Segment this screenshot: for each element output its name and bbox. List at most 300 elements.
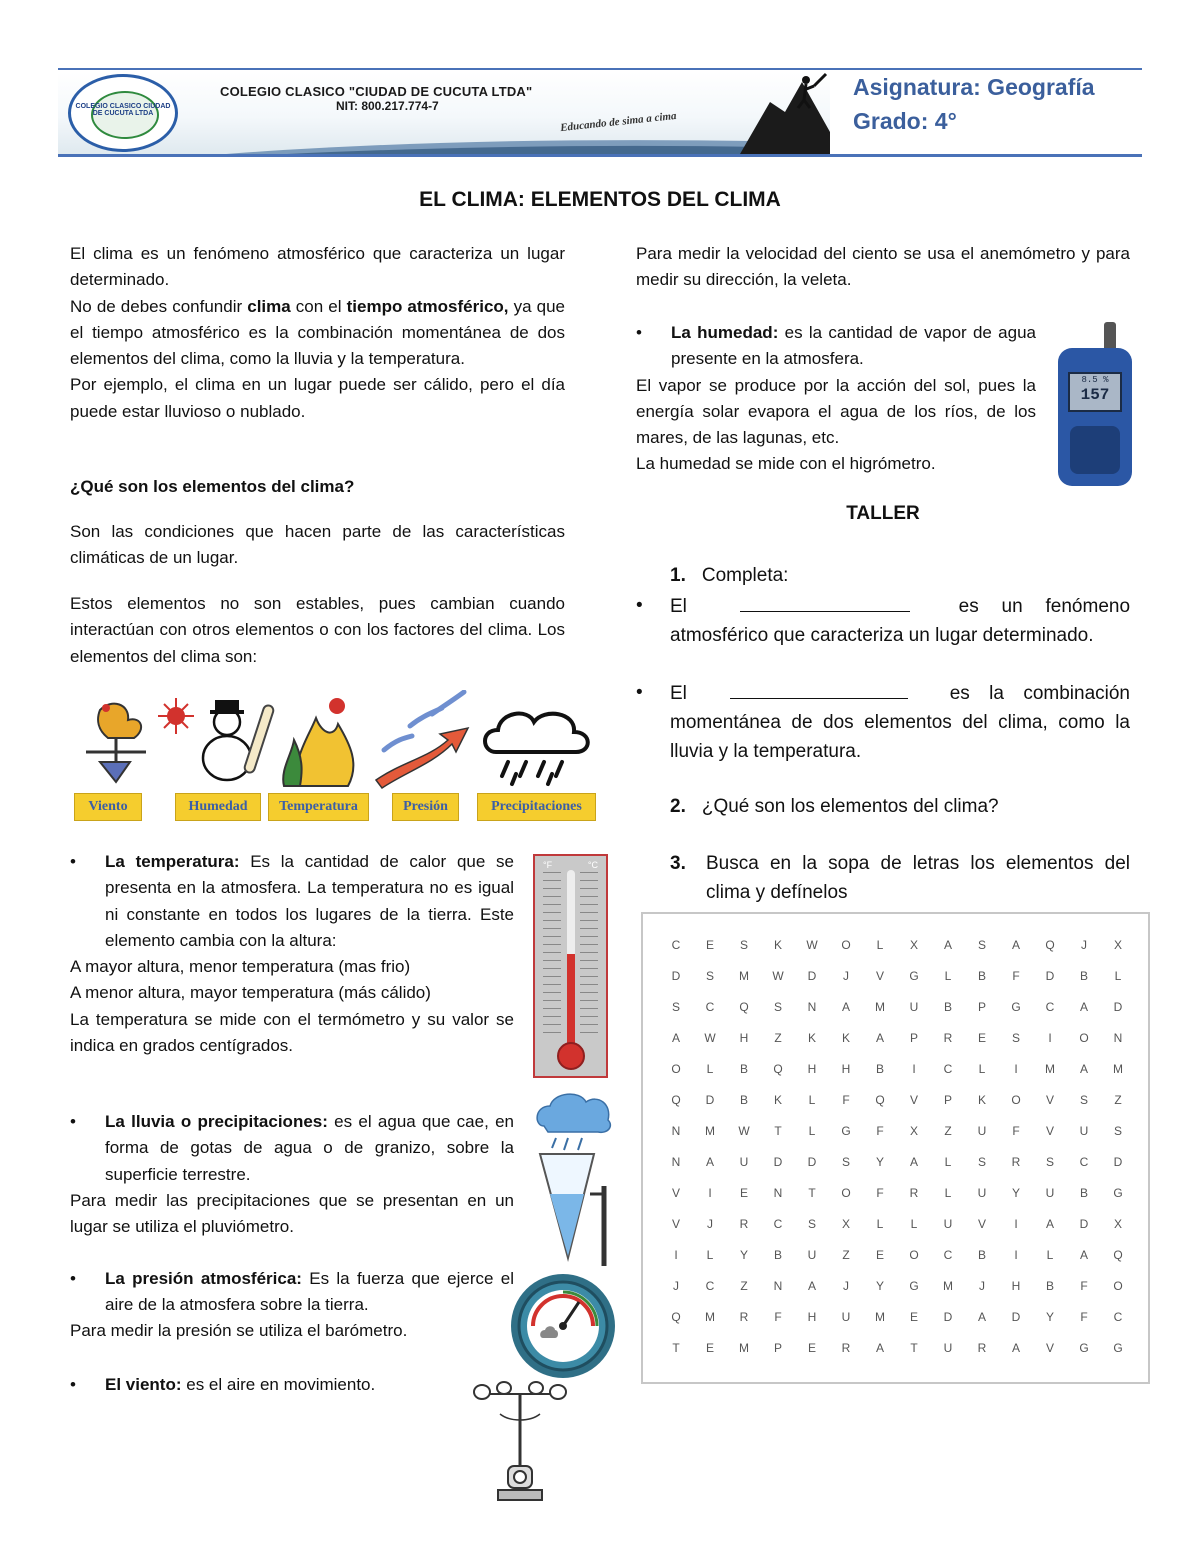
fill-in-1 <box>636 591 1130 650</box>
word-search-row <box>659 1062 1139 1082</box>
temperature-title: La temperatura: <box>105 852 240 871</box>
sun-and-snowman-icon <box>158 698 275 780</box>
word-search-row <box>659 1031 1139 1051</box>
thermometer-scale-f: °F <box>543 860 553 870</box>
word-search-letter[interactable]: O <box>1079 1031 1089 1045</box>
term-clima: clima <box>247 296 291 316</box>
element-label-humedad: Humedad <box>175 793 261 821</box>
word-search-letter[interactable]: Y <box>739 1248 748 1262</box>
question-3-text: Busca en la sopa de letras los elementos del clima y defínelos <box>706 853 1130 903</box>
word-search-grid <box>641 912 1150 1384</box>
word-search-letter[interactable]: R <box>909 1186 919 1200</box>
word-search-letter[interactable]: S <box>773 1000 782 1014</box>
word-search-letter[interactable]: L <box>944 1155 952 1169</box>
word-search-letter[interactable]: M <box>1045 1062 1055 1076</box>
word-search-letter[interactable]: C <box>1079 1155 1089 1169</box>
word-search-letter[interactable]: U <box>1079 1124 1089 1138</box>
school-seal-logo <box>68 74 178 152</box>
word-search-letter[interactable]: M <box>875 1310 885 1324</box>
subject-label: Asignatura: Geografía <box>853 74 1095 100</box>
question-3 <box>670 849 1130 907</box>
word-search-letter[interactable]: G <box>1113 1186 1123 1200</box>
word-search-letter[interactable]: Q <box>1045 938 1055 952</box>
word-search-letter[interactable]: N <box>773 1279 783 1293</box>
word-search-letter[interactable]: O <box>671 1062 681 1076</box>
word-search-letter[interactable]: J <box>843 969 849 983</box>
word-search-letter[interactable]: M <box>943 1279 953 1293</box>
word-search-letter[interactable]: J <box>707 1217 713 1231</box>
hygrometer-buttons <box>1070 426 1120 474</box>
question-1 <box>670 561 788 590</box>
word-search-letter[interactable]: S <box>977 1155 986 1169</box>
element-label-presion: Presión <box>392 793 459 821</box>
word-search-letter[interactable]: H <box>841 1062 851 1076</box>
word-search-letter[interactable]: F <box>774 1310 782 1324</box>
word-search-letter[interactable]: I <box>1014 1217 1018 1231</box>
word-search-letter[interactable]: X <box>1113 938 1122 952</box>
word-search-letter[interactable]: E <box>807 1341 816 1355</box>
word-search-letter[interactable]: C <box>943 1248 953 1262</box>
word-search-letter[interactable]: E <box>705 1341 714 1355</box>
word-search-letter[interactable]: C <box>1113 1310 1123 1324</box>
word-search-letter[interactable]: I <box>708 1186 712 1200</box>
word-search-letter[interactable]: R <box>739 1217 749 1231</box>
word-search-letter[interactable]: T <box>808 1186 816 1200</box>
grade-label: Grado: 4° <box>853 108 957 134</box>
word-search-letter[interactable]: U <box>977 1124 987 1138</box>
word-search-letter[interactable]: D <box>705 1093 715 1107</box>
intro-section <box>70 241 565 425</box>
word-search-letter[interactable]: B <box>739 1093 748 1107</box>
hygrometer-display-value: 157 <box>1080 386 1110 404</box>
word-search-letter[interactable]: M <box>705 1310 715 1324</box>
word-search-letter[interactable]: J <box>1081 938 1087 952</box>
word-search-letter[interactable]: O <box>1113 1279 1123 1293</box>
word-search-row <box>659 1217 1139 1237</box>
word-search-letter[interactable]: S <box>1045 1155 1054 1169</box>
word-search-letter[interactable]: B <box>977 1248 986 1262</box>
pressure-bullet <box>70 1266 514 1319</box>
word-search-letter[interactable]: Q <box>671 1093 681 1107</box>
word-search-letter[interactable]: E <box>875 1248 884 1262</box>
word-search-letter[interactable]: K <box>773 1093 782 1107</box>
temperature-text: Es la cantidad de calor que se presenta en la atmosfera. La temperatura no es igual ni constante en todos los lugares de la tierra. Este elemento cambia con la altura: <box>105 852 514 950</box>
word-search-letter[interactable]: J <box>843 1279 849 1293</box>
word-search-letter[interactable]: A <box>841 1000 850 1014</box>
word-search-letter[interactable]: U <box>1045 1186 1055 1200</box>
thermometer-scale-c: °C <box>587 860 598 870</box>
seal-text: COLEGIO CLASICO CIUDAD DE CUCUTA LTDA <box>75 103 171 117</box>
word-search-letter[interactable]: G <box>841 1124 851 1138</box>
word-search-letter[interactable]: N <box>1113 1031 1123 1045</box>
word-search-letter[interactable]: W <box>704 1031 716 1045</box>
word-search-letter[interactable]: S <box>841 1155 850 1169</box>
word-search-letter[interactable]: A <box>1079 1000 1088 1014</box>
word-search-row <box>659 1310 1139 1330</box>
thermometer-ticks-c <box>580 872 598 1040</box>
word-search-letter[interactable]: V <box>1045 1093 1054 1107</box>
header-bottom-rule <box>58 154 1142 157</box>
thermometer-mercury <box>567 954 575 1046</box>
school-motto: Educando de sima a cima <box>559 109 678 135</box>
word-search-letter[interactable]: A <box>671 1031 680 1045</box>
question-1-text: Completa: <box>701 565 789 586</box>
word-search-letter[interactable]: Q <box>671 1310 681 1324</box>
word-search-letter[interactable]: W <box>738 1124 750 1138</box>
word-search-letter[interactable]: B <box>739 1062 748 1076</box>
rain-cloud-icon <box>485 714 588 784</box>
element-label-temperatura: Temperatura <box>268 793 369 821</box>
word-search-letter[interactable]: U <box>909 1000 919 1014</box>
humidity-section <box>636 320 1036 478</box>
school-name: COLEGIO CLASICO "CIUDAD DE CUCUTA LTDA" <box>220 84 533 99</box>
word-search-letter[interactable]: K <box>807 1031 816 1045</box>
word-search-letter[interactable]: U <box>841 1310 851 1324</box>
temperature-flame-icon <box>283 698 353 786</box>
word-search-letter[interactable]: U <box>943 1341 953 1355</box>
word-search-letter[interactable]: L <box>706 1248 714 1262</box>
word-search-letter[interactable]: C <box>705 1279 715 1293</box>
word-search-letter[interactable]: I <box>1014 1062 1018 1076</box>
word-search-letter[interactable]: L <box>1046 1248 1054 1262</box>
wind-measure-paragraph: Para medir la velocidad del ciento se usa el anemómetro y para medir su dirección, la veleta. <box>636 244 1130 290</box>
word-search-letter[interactable]: D <box>943 1310 953 1324</box>
word-search-letter[interactable]: A <box>943 938 952 952</box>
answer-paragraph: Son las condiciones que hacen parte de las características climáticas de un lugar. <box>70 522 565 568</box>
word-search-letter[interactable]: P <box>909 1031 918 1045</box>
word-search-letter[interactable]: N <box>671 1124 681 1138</box>
intro-paragraph-3: Por ejemplo, el clima en un lugar puede ser cálido, pero el día puede estar lluvioso o nublado. <box>70 375 565 421</box>
word-search-row <box>659 1341 1139 1361</box>
word-search-letter[interactable]: D <box>807 1155 817 1169</box>
word-search-letter[interactable]: A <box>807 1279 816 1293</box>
word-search-letter[interactable]: D <box>1011 1310 1021 1324</box>
word-search-letter[interactable]: X <box>1113 1217 1122 1231</box>
word-search-letter[interactable]: O <box>909 1248 919 1262</box>
rain-title: La lluvia o precipitaciones: <box>105 1112 328 1131</box>
word-search-letter[interactable]: C <box>773 1217 783 1231</box>
word-search-letter[interactable]: B <box>773 1248 782 1262</box>
word-search-row <box>659 1155 1139 1175</box>
word-search-letter[interactable]: G <box>909 969 919 983</box>
word-search-letter[interactable]: T <box>910 1341 918 1355</box>
word-search-letter[interactable]: I <box>912 1062 916 1076</box>
word-search-letter[interactable]: Q <box>773 1062 783 1076</box>
word-search-letter[interactable]: S <box>705 969 714 983</box>
word-search-letter[interactable]: L <box>944 1186 952 1200</box>
word-search-letter[interactable]: N <box>807 1000 817 1014</box>
term-tiempo-atmosferico: tiempo atmosférico, <box>346 296 509 316</box>
intro-paragraph-1: El clima es un fenómeno atmosférico que caracteriza un lugar determinado. <box>70 244 565 290</box>
word-search-letter[interactable]: F <box>876 1186 884 1200</box>
word-search-letter[interactable]: A <box>909 1155 918 1169</box>
word-search-letter[interactable]: M <box>1113 1062 1123 1076</box>
word-search-letter[interactable]: F <box>842 1093 850 1107</box>
question-3-number: 3. <box>670 853 686 874</box>
word-search-letter[interactable]: G <box>909 1279 919 1293</box>
word-search-letter[interactable]: E <box>705 938 714 952</box>
question-2-text: ¿Qué son los elementos del clima? <box>701 796 999 817</box>
thermometer-image <box>533 854 608 1078</box>
intro-text: con el <box>290 296 347 316</box>
word-search-letter[interactable]: T <box>672 1341 680 1355</box>
fill-in-1-el: El <box>670 596 687 617</box>
temperature-line-2: A menor altura, mayor temperatura (más cálido) <box>70 983 431 1003</box>
word-search-letter[interactable]: R <box>1011 1155 1021 1169</box>
word-search-row <box>659 1124 1139 1144</box>
climate-elements-illustration <box>72 690 592 790</box>
word-search-letter[interactable]: R <box>739 1310 749 1324</box>
word-search-letter[interactable]: R <box>977 1341 987 1355</box>
word-search-letter[interactable]: S <box>1011 1031 1020 1045</box>
word-search-letter[interactable]: L <box>1114 969 1122 983</box>
word-search-letter[interactable]: R <box>943 1031 953 1045</box>
word-search-letter[interactable]: L <box>808 1124 816 1138</box>
word-search-letter[interactable]: D <box>1113 1155 1123 1169</box>
barometer-image <box>509 1272 617 1380</box>
word-search-letter[interactable]: J <box>673 1279 679 1293</box>
word-search-letter[interactable]: D <box>1045 969 1055 983</box>
word-search-letter[interactable]: F <box>1080 1310 1088 1324</box>
word-search-letter[interactable]: H <box>1011 1279 1021 1293</box>
word-search-row <box>659 969 1139 989</box>
word-search-letter[interactable]: T <box>774 1124 782 1138</box>
word-search-letter[interactable]: K <box>841 1031 850 1045</box>
word-search-letter[interactable]: M <box>739 1341 749 1355</box>
fill-in-2-el: El <box>670 683 687 704</box>
word-search-letter[interactable]: S <box>807 1217 816 1231</box>
word-search-letter[interactable]: L <box>876 938 884 952</box>
page-title: EL CLIMA: ELEMENTOS DEL CLIMA <box>419 188 781 211</box>
temperature-measure: La temperatura se mide con el termómetro y su valor se indica en grados centígrados. <box>70 1009 514 1056</box>
word-search-letter[interactable]: Z <box>774 1031 782 1045</box>
question-1-number: 1. <box>670 565 686 586</box>
word-search-letter[interactable]: U <box>739 1155 749 1169</box>
word-search-letter[interactable]: O <box>841 1186 851 1200</box>
word-search-letter[interactable]: Q <box>875 1093 885 1107</box>
word-search-letter[interactable]: I <box>1014 1248 1018 1262</box>
word-search-letter[interactable]: N <box>671 1155 681 1169</box>
word-search-letter[interactable]: K <box>773 938 782 952</box>
school-banner <box>58 72 830 154</box>
word-search-letter[interactable]: Y <box>1011 1186 1020 1200</box>
word-search-letter[interactable]: Q <box>1113 1248 1123 1262</box>
word-search-letter[interactable]: A <box>705 1155 714 1169</box>
word-search-letter[interactable]: A <box>875 1341 884 1355</box>
word-search-letter[interactable]: U <box>977 1186 987 1200</box>
word-search-letter[interactable]: R <box>841 1341 851 1355</box>
word-search-letter[interactable]: Y <box>875 1155 884 1169</box>
elements-intro-paragraph: Estos elementos no son estables, pues cambian cuando interactúan con otros elementos o con los factores del clima. Los elementos del clima son: <box>70 594 565 666</box>
word-search-letter[interactable]: B <box>875 1062 884 1076</box>
word-search-letter[interactable]: L <box>706 1062 714 1076</box>
word-search-letter[interactable]: P <box>943 1093 952 1107</box>
word-search-letter[interactable]: X <box>841 1217 850 1231</box>
word-search-letter[interactable]: E <box>739 1186 748 1200</box>
word-search-letter[interactable]: D <box>1079 1217 1089 1231</box>
word-search-letter[interactable]: V <box>1045 1341 1054 1355</box>
word-search-letter[interactable]: D <box>671 969 681 983</box>
word-search-letter[interactable]: Z <box>1114 1093 1122 1107</box>
word-search-letter[interactable]: V <box>875 969 884 983</box>
temperature-section <box>70 849 514 1059</box>
word-search-letter[interactable]: L <box>876 1217 884 1231</box>
mountain-climber-icon <box>740 72 830 154</box>
word-search-row <box>659 1093 1139 1113</box>
word-search-letter[interactable]: H <box>807 1062 817 1076</box>
word-search-letter[interactable]: P <box>773 1341 782 1355</box>
word-search-row <box>659 938 1139 958</box>
word-search-letter[interactable]: I <box>674 1248 678 1262</box>
word-search-letter[interactable]: W <box>806 938 818 952</box>
word-search-letter[interactable]: Y <box>875 1279 884 1293</box>
word-search-row <box>659 1248 1139 1268</box>
word-search-letter[interactable]: L <box>808 1093 816 1107</box>
hygrometer-image <box>1058 322 1132 486</box>
question-2 <box>670 792 999 821</box>
word-search-letter[interactable]: A <box>1079 1248 1088 1262</box>
word-search-letter[interactable]: A <box>1045 1217 1054 1231</box>
temperature-line-1: A mayor altura, menor temperatura (mas frio) <box>70 957 411 977</box>
word-search-letter[interactable]: Y <box>1045 1310 1054 1324</box>
word-search-letter[interactable]: B <box>1079 969 1088 983</box>
hygrometer-display <box>1068 372 1122 412</box>
wind-title: El viento: <box>105 1375 182 1394</box>
word-search-letter[interactable]: Q <box>739 1000 749 1014</box>
word-search-letter[interactable]: V <box>977 1217 986 1231</box>
word-search-letter[interactable]: B <box>977 969 986 983</box>
word-search-letter[interactable]: U <box>943 1217 953 1231</box>
word-search-letter[interactable]: V <box>671 1217 680 1231</box>
thermometer-ticks-f <box>543 872 561 1040</box>
rain-gauge-image <box>532 1090 614 1270</box>
humidity-bullet <box>636 320 1036 373</box>
word-search-letter[interactable]: A <box>875 1031 884 1045</box>
word-search-letter[interactable]: V <box>909 1093 918 1107</box>
word-search-letter[interactable]: Z <box>842 1248 850 1262</box>
word-search-letter[interactable]: X <box>909 1124 918 1138</box>
word-search-letter[interactable]: U <box>807 1248 817 1262</box>
pressure-section <box>70 1266 514 1319</box>
fill-in-2 <box>636 678 1130 766</box>
word-search-letter[interactable]: P <box>977 1000 986 1014</box>
word-search-letter[interactable]: Z <box>740 1279 748 1293</box>
word-search-letter[interactable]: S <box>739 938 748 952</box>
word-search-letter[interactable]: C <box>671 938 681 952</box>
word-search-letter[interactable]: L <box>978 1062 986 1076</box>
word-search-letter[interactable]: F <box>876 1124 884 1138</box>
fill-in-1-text: es un fenómeno atmosférico que caracteriza un lugar determinado. <box>670 596 1131 646</box>
fill-in-blank-2[interactable] <box>730 678 908 699</box>
word-search-letter[interactable]: O <box>841 938 851 952</box>
word-search-letter[interactable]: G <box>1079 1341 1089 1355</box>
word-search-letter[interactable]: C <box>943 1062 953 1076</box>
word-search-letter[interactable]: K <box>977 1093 986 1107</box>
word-search-letter[interactable]: L <box>944 969 952 983</box>
pressure-arrows-icon <box>376 692 468 788</box>
word-search-letter[interactable]: S <box>977 938 986 952</box>
question-heading: ¿Qué son los elementos del clima? <box>70 477 355 496</box>
word-search-letter[interactable]: N <box>773 1186 783 1200</box>
word-search-letter[interactable]: F <box>1012 1124 1020 1138</box>
word-search-letter[interactable]: J <box>979 1279 985 1293</box>
hygrometer-display-top: 8.5 % <box>1081 375 1109 385</box>
banner-swoosh <box>178 130 830 154</box>
humidity-title: La humedad: <box>671 323 779 342</box>
word-search-row <box>659 1186 1139 1206</box>
school-nit: NIT: 800.217.774-7 <box>336 99 439 113</box>
fill-in-blank-1[interactable] <box>740 591 910 612</box>
word-search-letter[interactable]: B <box>1045 1279 1054 1293</box>
word-search-letter[interactable]: B <box>943 1000 952 1014</box>
intro-text: ya que el tiempo atmosférico es la combinación momentánea de dos elementos del clima, como la lluvia y la temperatura. <box>70 296 565 369</box>
word-search-letter[interactable]: V <box>671 1186 680 1200</box>
word-search-letter[interactable]: G <box>1113 1341 1123 1355</box>
humidity-paragraph-2: El vapor se produce por la acción del sol, pues la energía solar evapora el agua de los ríos, de los mares, de las lagunas, etc. <box>636 375 1036 448</box>
weather-vane-icon <box>86 704 146 782</box>
word-search-letter[interactable]: O <box>1011 1093 1021 1107</box>
word-search-letter[interactable]: C <box>1045 1000 1055 1014</box>
word-search-letter[interactable]: V <box>1045 1124 1054 1138</box>
word-search-letter[interactable]: E <box>909 1310 918 1324</box>
humidity-paragraph-3: La humedad se mide con el higrómetro. <box>636 454 936 474</box>
wind-bullet <box>70 1372 514 1398</box>
rain-section <box>70 1109 514 1188</box>
word-search-letter[interactable]: F <box>1080 1279 1088 1293</box>
word-search-letter[interactable]: H <box>739 1031 749 1045</box>
question-2-number: 2. <box>670 796 686 817</box>
word-search-letter[interactable]: Z <box>944 1124 952 1138</box>
pressure-measure: Para medir la presión se utiliza el barómetro. <box>70 1321 408 1340</box>
word-search-letter[interactable]: M <box>739 969 749 983</box>
word-search-letter[interactable]: D <box>1113 1000 1123 1014</box>
pressure-title: La presión atmosférica: <box>105 1269 302 1288</box>
word-search-letter[interactable]: G <box>1011 1000 1021 1014</box>
temperature-bullet <box>70 849 514 954</box>
word-search-letter[interactable]: L <box>910 1217 918 1231</box>
taller-heading: TALLER <box>846 503 920 524</box>
word-search-letter[interactable]: C <box>705 1000 715 1014</box>
rain-text: es el agua que cae, en forma de gotas de agua o de granizo, sobre la superficie terrestre. <box>105 1112 514 1184</box>
word-search-letter[interactable]: M <box>875 1000 885 1014</box>
rain-bullet <box>70 1109 514 1188</box>
word-search-letter[interactable]: I <box>1048 1031 1052 1045</box>
word-search-letter[interactable]: M <box>705 1124 715 1138</box>
anemometer-image <box>470 1378 570 1508</box>
word-search-letter[interactable]: A <box>1011 938 1020 952</box>
word-search-letter[interactable]: A <box>1011 1341 1020 1355</box>
word-search-letter[interactable]: S <box>1113 1124 1122 1138</box>
wind-text: es el aire en movimiento. <box>181 1375 376 1394</box>
word-search-letter[interactable]: D <box>773 1155 783 1169</box>
word-search-letter[interactable]: D <box>807 969 817 983</box>
word-search-letter[interactable]: H <box>807 1310 817 1324</box>
word-search-letter[interactable]: B <box>1079 1186 1088 1200</box>
word-search-letter[interactable]: W <box>772 969 784 983</box>
word-search-letter[interactable]: S <box>671 1000 680 1014</box>
word-search-letter[interactable]: F <box>1012 969 1020 983</box>
humidity-text: es la cantidad de vapor de agua presente en la atmosfera. <box>671 323 1036 369</box>
word-search-letter[interactable]: E <box>977 1031 986 1045</box>
rain-measure: Para medir las precipitaciones que se presentan en un lugar se utiliza el pluviómetro. <box>70 1191 514 1237</box>
word-search-letter[interactable]: A <box>977 1310 986 1324</box>
word-search-row <box>659 1000 1139 1020</box>
thermometer-bulb <box>557 1042 585 1070</box>
word-search-letter[interactable]: X <box>909 938 918 952</box>
intro-paragraph-2 <box>70 294 565 373</box>
word-search-letter[interactable]: S <box>1079 1093 1088 1107</box>
word-search-letter[interactable]: A <box>1079 1062 1088 1076</box>
